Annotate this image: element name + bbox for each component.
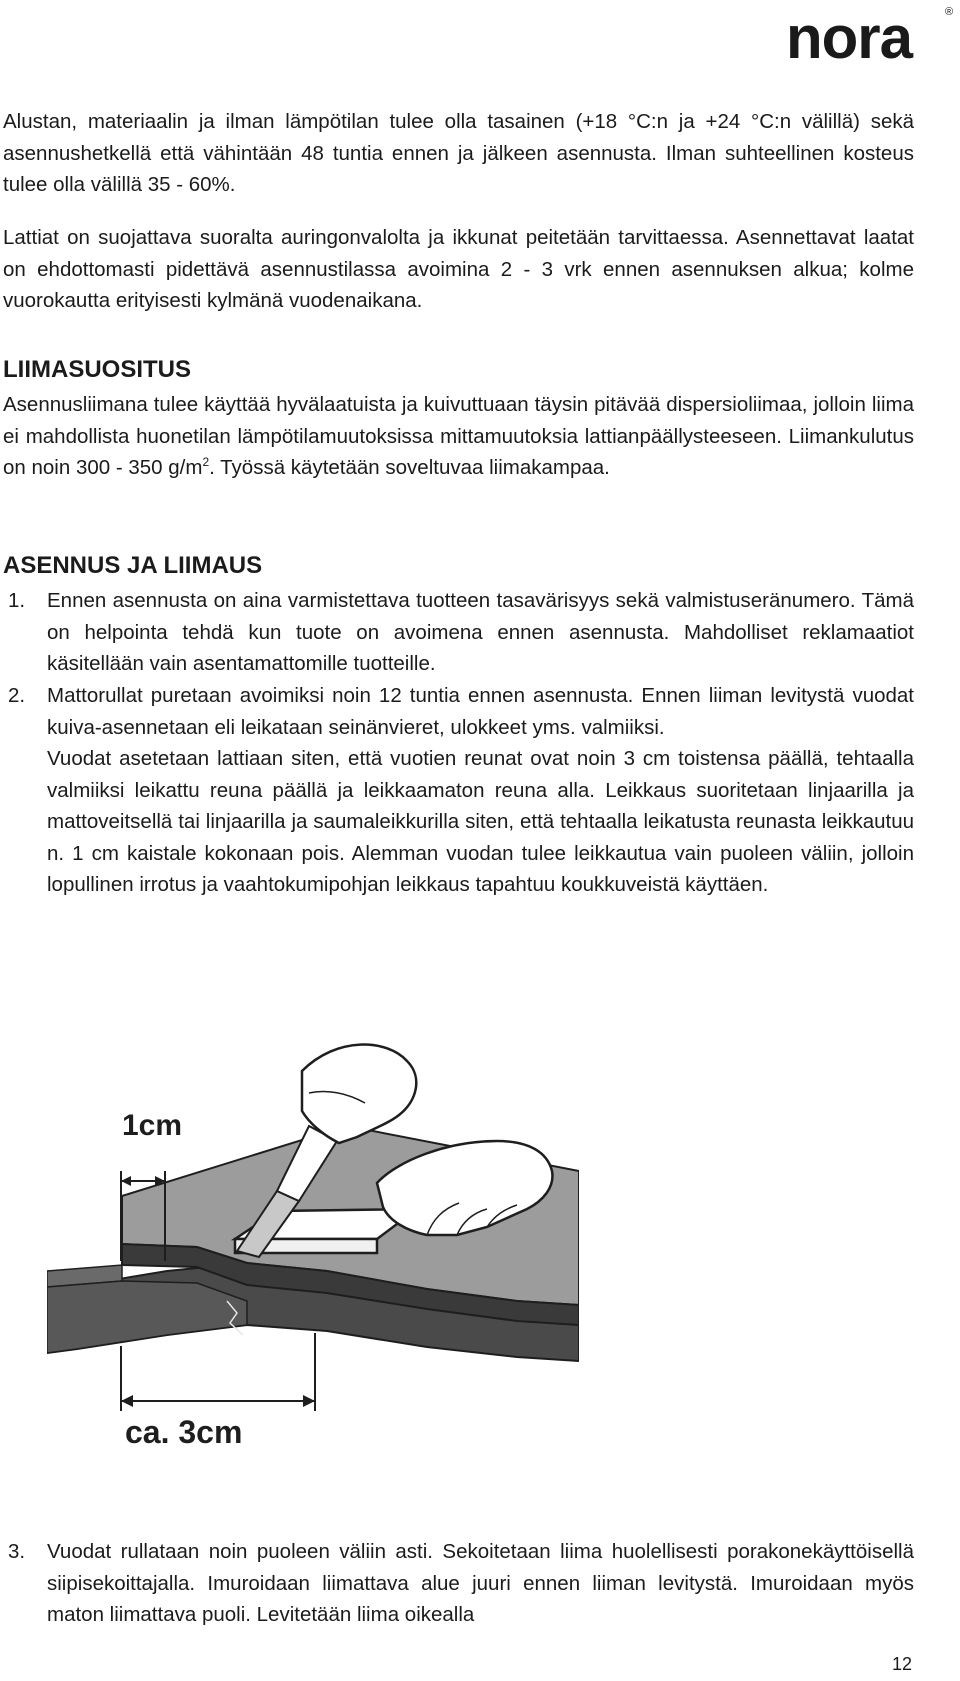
list-text-part-1: Mattorullat puretaan avoimiksi noin 12 tuntia ennen asennusta. Ennen liiman levitystä vuodat kuiva-asennetaan eli leikataan seinänvieret, ulokkeet yms. valmiiksi. (47, 684, 914, 739)
adhesive-heading: LIIMASUOSITUS (3, 356, 192, 383)
nora-logo: nora (786, 4, 913, 71)
adhesive-text-1: Asennusliimana tulee käyttää hyvälaatuista ja kuivuttuaan täysin pitävää dispersioliimaa, jolloin liima ei mahdollista huonetilan lämpötilamuutoksissa mittamuutoksia lattianpäällysteeseen. Liimankulutus on noin 300 - 350 g/m (3, 393, 914, 479)
cutting-illustration-drawing (47, 1031, 579, 1449)
adhesive-superscript: 2 (202, 455, 210, 469)
list-text: Vuodat rullataan noin puoleen väliin asti. Sekoitetaan liima huolellisesti porakonekäyttöisellä siipisekoittajalla. Imuroidaan liimattava alue juuri ennen liiman levitystä. Imuroidaan myös maton liimattava puoli. Levitetään liima oikealla (47, 1540, 914, 1626)
list-text (47, 680, 914, 901)
cutting-illustration (47, 1031, 579, 1449)
list-number: 2. (8, 684, 26, 707)
installation-heading: ASENNUS JA LIIMAUS (3, 552, 263, 579)
dimension-label-top: 1cm (122, 1109, 183, 1142)
adhesive-text-2: . Työssä käytetään soveltuvaa liimakampaa. (209, 456, 610, 479)
list-text-part-2: Vuodat asetetaan lattiaan siten, että vuotien reunat ovat noin 3 cm toistensa päällä, tehtaalla valmiiksi leikattu reuna päällä ja leikkaamaton reuna alla. Leikkaus suoritetaan linjaarilla ja mattoveitsellä tai linjaarilla ja saumaleikkurilla siten, että tehtaalla leikatusta reunasta leikkautuu n. 1 cm kaistale kokonaan pois. Alemman vuodan tulee leikkautua vain puoleen väliin, jolloin lopullinen irrotus ja vaahtokumipohjan leikkaus tapahtuu koukkuveistä käyttäen. (47, 747, 914, 896)
adhesive-paragraph (3, 389, 914, 484)
registered-mark: ® (945, 6, 954, 18)
list-number: 3. (8, 1540, 26, 1563)
intro-paragraph-1: Alustan, materiaalin ja ilman lämpötilan tulee olla tasainen (+18 °C:n ja +24 °C:n välillä) sekä asennushetkellä että vähintään 48 tuntia ennen ja jälkeen asennusta. Ilman suhteellinen kosteus tulee olla välillä 35 - 60%. (3, 110, 914, 196)
list-number: 1. (8, 589, 26, 612)
page-number: 12 (891, 1654, 912, 1674)
intro-paragraph-2: Lattiat on suojattava suoralta auringonvalolta ja ikkunat peitetään tarvittaessa. Asennettavat laatat on ehdottomasti pidettävä asennustilassa avoimina 2 - 3 vrk ennen asennuksen alkua; kolme vuorokautta erityisesti kylmänä vuodenaikana. (3, 226, 914, 312)
dimension-label-bottom: ca. 3cm (125, 1414, 243, 1449)
list-text: Ennen asennusta on aina varmistettava tuotteen tasavärisyys sekä valmistuseränumero. Tämä on helpointa tehdä kun tuote on avoimena ennen asennusta. Mahdolliset reklamaatiot käsitellään vain asentamattomille tuotteille. (47, 589, 914, 675)
